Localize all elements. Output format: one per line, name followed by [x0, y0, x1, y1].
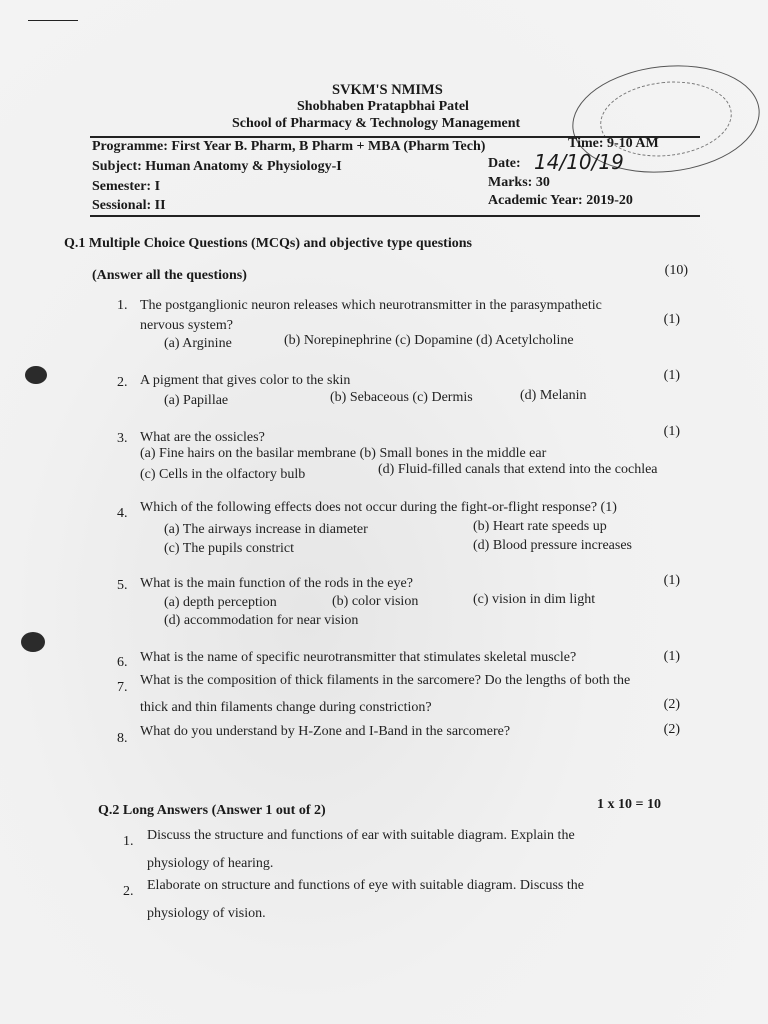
date-handwritten: 14/10/19	[534, 150, 624, 174]
option: (b) Norepinephrine (c) Dopamine (d) Acetylcholine	[284, 333, 574, 348]
option: (a) depth perception	[164, 595, 277, 610]
punch-hole-mark	[21, 632, 45, 652]
top-rule	[28, 20, 78, 21]
semester-line: Semester: I	[92, 179, 161, 194]
q2-title: Q.2 Long Answers (Answer 1 out of 2)	[98, 803, 326, 818]
question-text: What do you understand by H-Zone and I-Band in the sarcomere?	[140, 724, 511, 739]
option: (c) The pupils constrict	[164, 541, 294, 556]
option: (b) color vision	[332, 594, 419, 609]
option: (c) Cells in the olfactory bulb	[140, 467, 306, 482]
q2-marks: 1 x 10 = 10	[597, 797, 661, 812]
question-number: 6.	[117, 655, 128, 670]
question-marks: (1)	[663, 573, 680, 588]
q1-marks: (10)	[664, 263, 688, 278]
question-marks: (1)	[663, 312, 680, 327]
option: (a) The airways increase in diameter	[164, 522, 368, 537]
question-text: The postganglionic neuron releases which neurotransmitter in the parasympathetic	[140, 298, 602, 313]
sessional-line: Sessional: II	[92, 198, 166, 213]
option: (d) accommodation for near vision	[164, 613, 359, 628]
question-number: 5.	[117, 578, 128, 593]
marks-line: Marks: 30	[488, 175, 550, 190]
q1-instruction: (Answer all the questions)	[92, 268, 247, 283]
question-text: Which of the following effects does not occur during the fight-or-flight response? (1)	[140, 500, 617, 515]
question-number: 1.	[123, 834, 134, 849]
question-marks: (1)	[663, 368, 680, 383]
question-number: 2.	[117, 375, 128, 390]
option: (d) Fluid-filled canals that extend into the cochlea	[378, 462, 658, 477]
question-text: physiology of hearing.	[147, 856, 274, 871]
exam-time: Time: 9-10 AM	[568, 136, 659, 151]
question-text: physiology of vision.	[147, 906, 266, 921]
school-line-2: School of Pharmacy & Technology Management	[232, 116, 521, 131]
school-line-1: Shobhaben Pratapbhai Patel	[297, 99, 469, 114]
question-marks: (1)	[663, 649, 680, 664]
question-text: What is the composition of thick filaments in the sarcomere? Do the lengths of both the	[140, 673, 631, 688]
question-number: 3.	[117, 431, 128, 446]
option: (a) Papillae	[164, 393, 229, 408]
header-bottom-rule	[90, 215, 700, 217]
question-number: 4.	[117, 506, 128, 521]
question-number: 1.	[117, 298, 128, 313]
subject-line: Subject: Human Anatomy & Physiology-I	[92, 159, 342, 174]
programme-line: Programme: First Year B. Pharm, B Pharm + MBA (Pharm Tech)	[92, 139, 486, 154]
question-marks: (2)	[663, 697, 680, 712]
question-text: A pigment that gives color to the skin	[140, 373, 351, 388]
option: (b) Sebaceous (c) Dermis	[330, 390, 473, 405]
question-text: Discuss the structure and functions of ear with suitable diagram. Explain the	[147, 828, 575, 843]
question-number: 2.	[123, 884, 134, 899]
punch-hole-mark	[25, 366, 47, 384]
question-text: Elaborate on structure and functions of eye with suitable diagram. Discuss the	[147, 878, 584, 893]
question-text: What are the ossicles?	[140, 430, 265, 445]
option: (d) Blood pressure increases	[473, 538, 633, 553]
question-number: 7.	[117, 680, 128, 695]
question-text: nervous system?	[140, 318, 233, 333]
question-text: What is the main function of the rods in the eye?	[140, 576, 413, 591]
option: (c) vision in dim light	[473, 592, 596, 607]
option: (d) Melanin	[520, 388, 587, 403]
question-text: thick and thin filaments change during constriction?	[140, 700, 432, 715]
option: (b) Heart rate speeds up	[473, 519, 607, 534]
question-marks: (2)	[663, 722, 680, 737]
question-text: What is the name of specific neurotransmitter that stimulates skeletal muscle?	[140, 650, 577, 665]
question-marks: (1)	[663, 424, 680, 439]
q1-title: Q.1 Multiple Choice Questions (MCQs) and objective type questions	[64, 236, 472, 251]
option: (a) Fine hairs on the basilar membrane (b) Small bones in the middle ear	[140, 446, 547, 461]
institute-name: SVKM'S NMIMS	[332, 82, 443, 98]
date-label: Date:	[488, 156, 521, 171]
academic-year: Academic Year: 2019-20	[488, 193, 633, 208]
question-number: 8.	[117, 731, 128, 746]
option: (a) Arginine	[164, 336, 232, 351]
